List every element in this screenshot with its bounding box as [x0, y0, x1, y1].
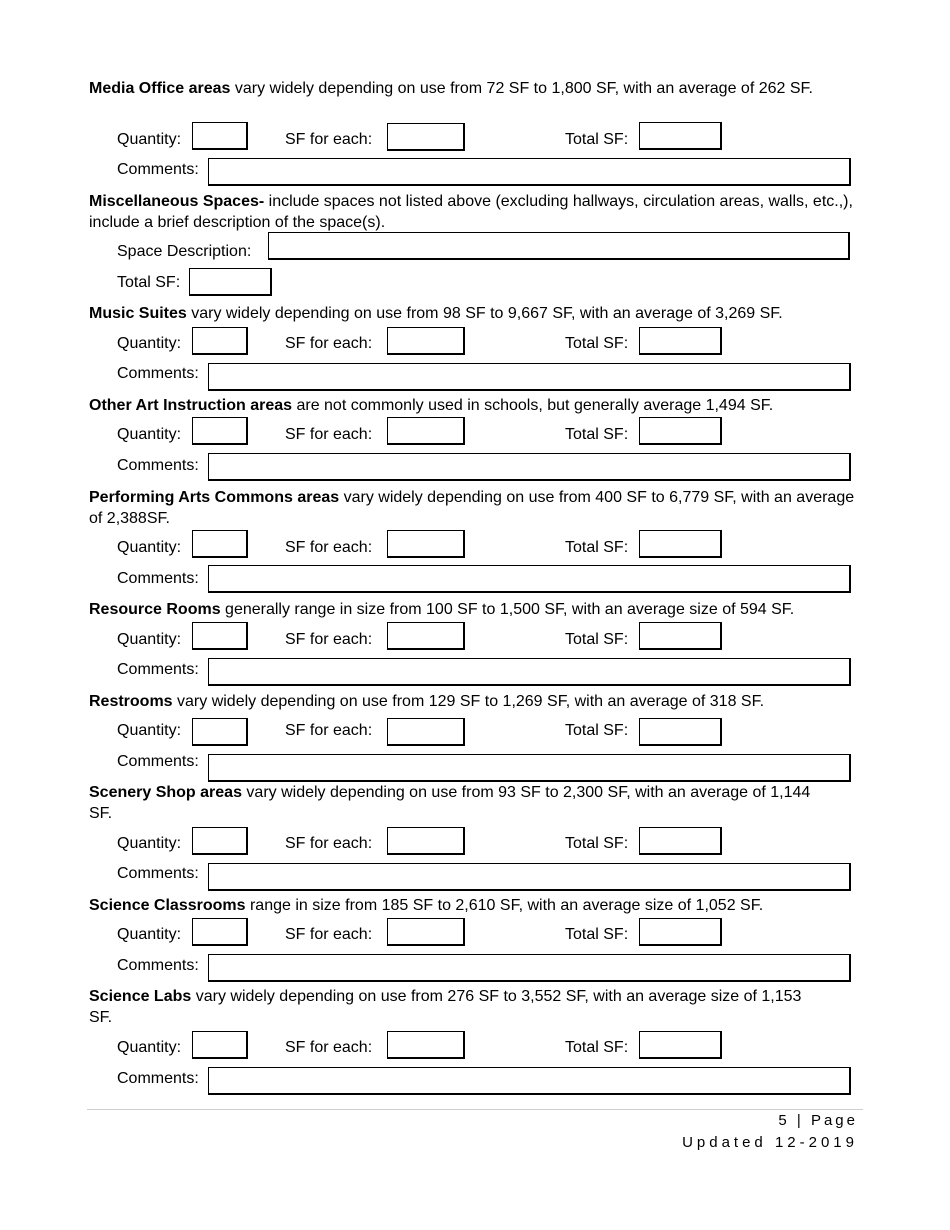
section-performing-arts [89, 487, 859, 529]
scenery-shop-quantity-input[interactable] [192, 827, 248, 855]
section-description: vary widely depending on use from 93 SF to 2,300 SF, with an average of 1,144 SF. [89, 784, 811, 822]
quantity-label: Quantity: [117, 131, 182, 148]
science-classrooms-comments-input[interactable] [208, 954, 851, 982]
media-office-quantity-input[interactable] [192, 122, 248, 150]
comments-label: Comments: [117, 1070, 199, 1087]
scenery-shop-total-sf-input[interactable] [639, 827, 722, 855]
section-title: Restrooms [89, 693, 173, 710]
section-title: Miscellaneous Spaces- [89, 193, 265, 210]
sf-each-label: SF for each: [285, 1039, 373, 1056]
music-suites-sf-each-input[interactable] [387, 327, 465, 355]
resource-rooms-sf-each-input[interactable] [387, 622, 465, 650]
section-title: Other Art Instruction areas [89, 397, 293, 414]
comments-label: Comments: [117, 753, 199, 770]
section-title: Science Classrooms [89, 897, 246, 914]
sf-each-label: SF for each: [285, 631, 373, 648]
sf-each-label: SF for each: [285, 926, 373, 943]
quantity-label: Quantity: [117, 835, 182, 852]
section-scenery-shop [89, 782, 829, 824]
misc-space-description-input[interactable] [268, 232, 850, 260]
resource-rooms-comments-input[interactable] [208, 658, 851, 686]
section-description: vary widely depending on use from 400 SF to 6,779 SF, with an average of 2,388SF. [89, 489, 855, 527]
quantity-label: Quantity: [117, 1039, 182, 1056]
music-suites-quantity-input[interactable] [192, 327, 248, 355]
restrooms-sf-each-input[interactable] [387, 718, 465, 746]
media-office-comments-input[interactable] [208, 158, 851, 186]
section-science-labs [89, 986, 819, 1028]
resource-rooms-quantity-input[interactable] [192, 622, 248, 650]
other-art-quantity-input[interactable] [192, 417, 248, 445]
music-suites-comments-input[interactable] [208, 363, 851, 391]
science-labs-sf-each-input[interactable] [387, 1031, 465, 1059]
space-description-label: Space Description: [117, 243, 252, 260]
total-sf-label: Total SF: [565, 539, 629, 556]
section-description: include spaces not listed above (excluding hallways, circulation areas, walls, etc.,), include a brief description of the space(s). [89, 193, 853, 231]
sf-each-label: SF for each: [285, 335, 373, 352]
science-classrooms-total-sf-input[interactable] [639, 918, 722, 946]
sf-each-label: SF for each: [285, 539, 373, 556]
section-description: vary widely depending on use from 129 SF to 1,269 SF, with an average of 318 SF. [172, 693, 765, 710]
comments-label: Comments: [117, 865, 199, 882]
quantity-label: Quantity: [117, 722, 182, 739]
comments-label: Comments: [117, 570, 199, 587]
quantity-label: Quantity: [117, 539, 182, 556]
section-description: vary widely depending on use from 98 SF to 9,667 SF, with an average of 3,269 SF. [186, 305, 783, 322]
resource-rooms-total-sf-input[interactable] [639, 622, 722, 650]
total-sf-label: Total SF: [565, 722, 629, 739]
scenery-shop-sf-each-input[interactable] [387, 827, 465, 855]
section-title: Media Office areas [89, 80, 231, 97]
section-title: Scenery Shop areas [89, 784, 242, 801]
section-description: range in size from 185 SF to 2,610 SF, with an average size of 1,052 SF. [245, 897, 764, 914]
other-art-sf-each-input[interactable] [387, 417, 465, 445]
footer-divider [87, 1109, 863, 1110]
section-title: Performing Arts Commons areas [89, 489, 340, 506]
comments-label: Comments: [117, 161, 199, 178]
section-resource-rooms [89, 599, 861, 620]
page-number: 5 | Page [778, 1112, 858, 1129]
performing-arts-quantity-input[interactable] [192, 530, 248, 558]
comments-label: Comments: [117, 457, 199, 474]
section-description: vary widely depending on use from 276 SF to 3,552 SF, with an average size of 1,153 SF. [89, 988, 802, 1026]
total-sf-label: Total SF: [565, 131, 629, 148]
restrooms-comments-input[interactable] [208, 754, 851, 782]
performing-arts-total-sf-input[interactable] [639, 530, 722, 558]
quantity-label: Quantity: [117, 426, 182, 443]
total-sf-label: Total SF: [117, 274, 181, 291]
restrooms-total-sf-input[interactable] [639, 718, 722, 746]
restrooms-quantity-input[interactable] [192, 718, 248, 746]
updated-date: Updated 12-2019 [682, 1134, 858, 1151]
section-science-classrooms [89, 895, 861, 916]
science-labs-comments-input[interactable] [208, 1067, 851, 1095]
total-sf-label: Total SF: [565, 926, 629, 943]
comments-label: Comments: [117, 365, 199, 382]
sf-each-label: SF for each: [285, 426, 373, 443]
science-labs-quantity-input[interactable] [192, 1031, 248, 1059]
science-classrooms-sf-each-input[interactable] [387, 918, 465, 946]
section-restrooms [89, 691, 861, 712]
quantity-label: Quantity: [117, 335, 182, 352]
science-labs-total-sf-input[interactable] [639, 1031, 722, 1059]
sf-each-label: SF for each: [285, 131, 373, 148]
total-sf-label: Total SF: [565, 631, 629, 648]
performing-arts-sf-each-input[interactable] [387, 530, 465, 558]
misc-total-sf-input[interactable] [189, 268, 272, 296]
performing-arts-comments-input[interactable] [208, 565, 851, 593]
comments-label: Comments: [117, 661, 199, 678]
other-art-total-sf-input[interactable] [639, 417, 722, 445]
total-sf-label: Total SF: [565, 426, 629, 443]
media-office-total-sf-input[interactable] [639, 122, 722, 150]
section-description: generally range in size from 100 SF to 1,500 SF, with an average size of 594 SF. [220, 601, 795, 618]
science-classrooms-quantity-input[interactable] [192, 918, 248, 946]
section-music-suites [89, 303, 861, 324]
quantity-label: Quantity: [117, 631, 182, 648]
comments-label: Comments: [117, 957, 199, 974]
scenery-shop-comments-input[interactable] [208, 863, 851, 891]
media-office-sf-each-input[interactable] [387, 123, 465, 151]
total-sf-label: Total SF: [565, 335, 629, 352]
section-miscellaneous [89, 191, 864, 233]
section-other-art [89, 395, 861, 416]
section-description: vary widely depending on use from 72 SF to 1,800 SF, with an average of 262 SF. [230, 80, 813, 97]
section-media-office [89, 78, 861, 99]
other-art-comments-input[interactable] [208, 453, 851, 481]
total-sf-label: Total SF: [565, 1039, 629, 1056]
quantity-label: Quantity: [117, 926, 182, 943]
sf-each-label: SF for each: [285, 835, 373, 852]
music-suites-total-sf-input[interactable] [639, 327, 722, 355]
sf-each-label: SF for each: [285, 722, 373, 739]
section-description: are not commonly used in schools, but generally average 1,494 SF. [292, 397, 774, 414]
section-title: Music Suites [89, 305, 187, 322]
total-sf-label: Total SF: [565, 835, 629, 852]
section-title: Resource Rooms [89, 601, 221, 618]
section-title: Science Labs [89, 988, 192, 1005]
